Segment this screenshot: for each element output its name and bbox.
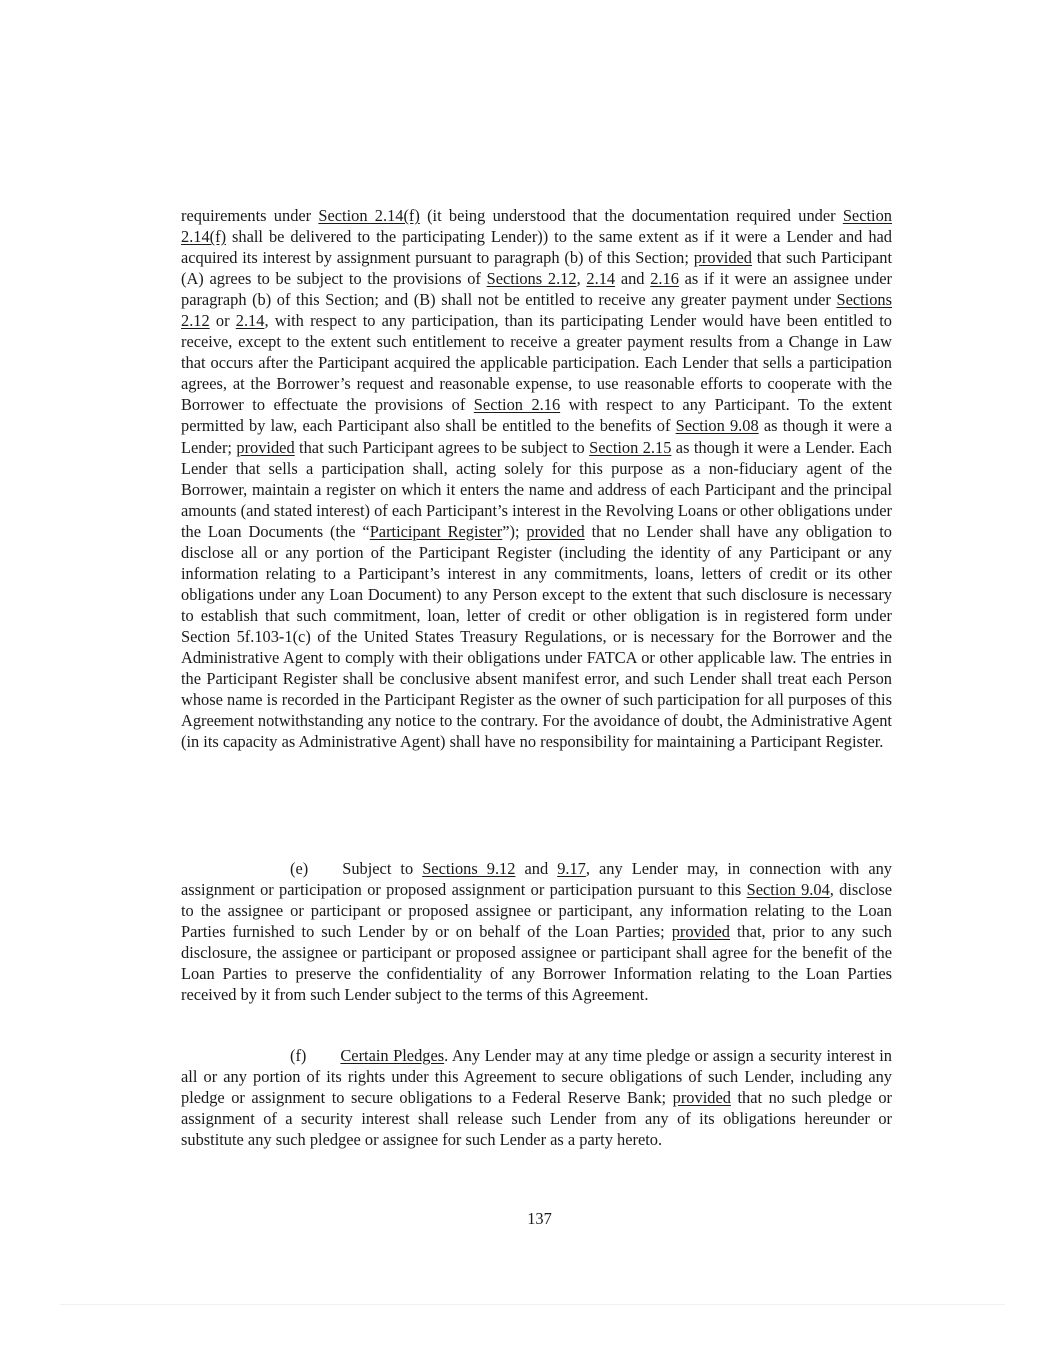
text-run: , any Lender may, in connection with any assignment or participation or proposed assignment or participation pursuant to this [181,859,892,900]
section-reference: Section 2.15 [589,437,672,457]
text-run: that such Participant (A) agrees to be subject to the provisions of [181,248,892,289]
section-reference: Sections 2.12 [486,269,577,289]
paragraph-heading: Certain Pledges [340,1046,445,1065]
provided-term: provided [672,1088,731,1108]
text-run: that, prior to any such disclosure, the assignee or participant or proposed assignee or participant shall agree for the benefit of the Loan Parties to preserve the confidentiality of any Borrower Information relating to the Loan Parties received by it from such Lender subject to the terms of this Agreement. [181,922,892,1005]
paragraph-label: (e) [290,859,309,878]
text-run: that no such pledge or assignment of a security interest shall release such Lender from any of its obligations hereunder or substitute any such pledgee or assignee for such Lender as a party hereto. [181,1088,892,1150]
provided-term: provided [236,437,295,457]
paragraph-participations-continued [181,205,892,752]
section-reference: 2.16 [650,269,679,289]
text-run: ”); [502,521,527,541]
text-run: as though it were a Lender; [181,416,893,457]
section-reference: Sections 9.12 [422,859,516,878]
paragraph-e [181,858,892,1005]
text-run: Subject to [342,859,423,878]
provided-term: provided [693,248,752,268]
section-reference: Sections 2.12 [181,290,892,331]
defined-term: Participant Register [369,521,503,541]
section-reference: Section 9.08 [675,416,759,436]
text-run: , [576,269,587,289]
text-run: as if it were an assignee under paragraph (b) of this Section; and (B) shall not be entitled to receive any greater payment under [181,269,892,310]
text-run: that such Participant agrees to be subject to [294,437,590,457]
section-reference: 9.17 [557,859,586,878]
text-run: , with respect to any participation, than its participating Lender would have been entitled to receive, except to the extent such entitlement to receive a greater payment results from a Change in Law that occurs after the Participant acquired the applicable participation. Each Lender that sells a participation agrees, at the Borrower’s request and reasonable expense, to use reasonable efforts to cooperate with the Borrower to effectuate the provisions of [181,311,892,415]
section-reference: 2.14 [235,311,265,331]
text-run: . Any Lender may at any time pledge or assign a security interest in all or any portion of its rights under this Agreement to secure obligations of such Lender, including any pledge or assignment to secure obligations to a Federal Reserve Bank; [181,1046,892,1108]
text-run: with respect to any Participant. To the extent permitted by law, each Participant also shall be entitled to the benefits of [181,395,892,436]
text-run: (it being understood that the documentation required under [419,206,843,225]
section-reference: Section 2.14(f) [181,206,892,247]
provided-term: provided [671,922,730,942]
text-run: shall be delivered to the participating Lender)) to the same extent as if it were a Lender and had acquired its interest by assignment pursuant to paragraph (b) of this Section; [181,227,892,268]
page-number: 137 [527,1209,552,1228]
text-run: , disclose to the assignee or participant or proposed assignee or participant, any information relating to the Loan Parties furnished to such Lender by or on behalf of the Loan Parties; [181,880,892,942]
text-run: as though it were a Lender. Each Lender that sells a participation shall, acting solely for this purpose as a non-fiduciary agent of the Borrower, maintain a register on which it enters the name and address of each Participant and the principal amounts (and stated interest) of each Participant’s interest in the Revolving Loans or other obligations under the Loan Documents (the “ [181,437,892,541]
text-run: requirements under [181,206,319,225]
paragraph-label: (f) [290,1046,307,1065]
text-run: and [615,269,651,289]
text-run: or [209,311,236,331]
section-reference: Section 2.14(f) [318,206,420,225]
section-reference: Section 2.16 [473,395,561,415]
paragraph-f [181,1045,892,1150]
provided-term: provided [526,521,585,541]
scan-edge-divider [60,1304,1005,1305]
text-run: and [515,859,558,878]
text-run: that no Lender shall have any obligation to disclose all or any portion of the Participant Register (including the identity of any Participant or any information relating to a Participant’s interest in any commitments, loans, letters of credit or its other obligations under any Loan Document) to any Person except to the extent that such disclosure is necessary to establish that such commitment, loan, letter of credit or other obligation is in registered form under Section 5f.103-1(c) of the United States Treasury Regulations, or is necessary for the Borrower and the Administrative Agent to comply with their obligations under FATCA or other applicable law. The entries in the Participant Register shall be conclusive absent manifest error, and such Lender shall treat each Person whose name is recorded in the Participant Register as the owner of such participation for all purposes of this Agreement notwithstanding any notice to the contrary. For the avoidance of doubt, the Administrative Agent (in its capacity as Administrative Agent) shall have no responsibility for maintaining a Participant Register. [181,521,892,752]
section-reference: Section 9.04 [746,880,830,900]
section-reference: 2.14 [586,269,616,289]
